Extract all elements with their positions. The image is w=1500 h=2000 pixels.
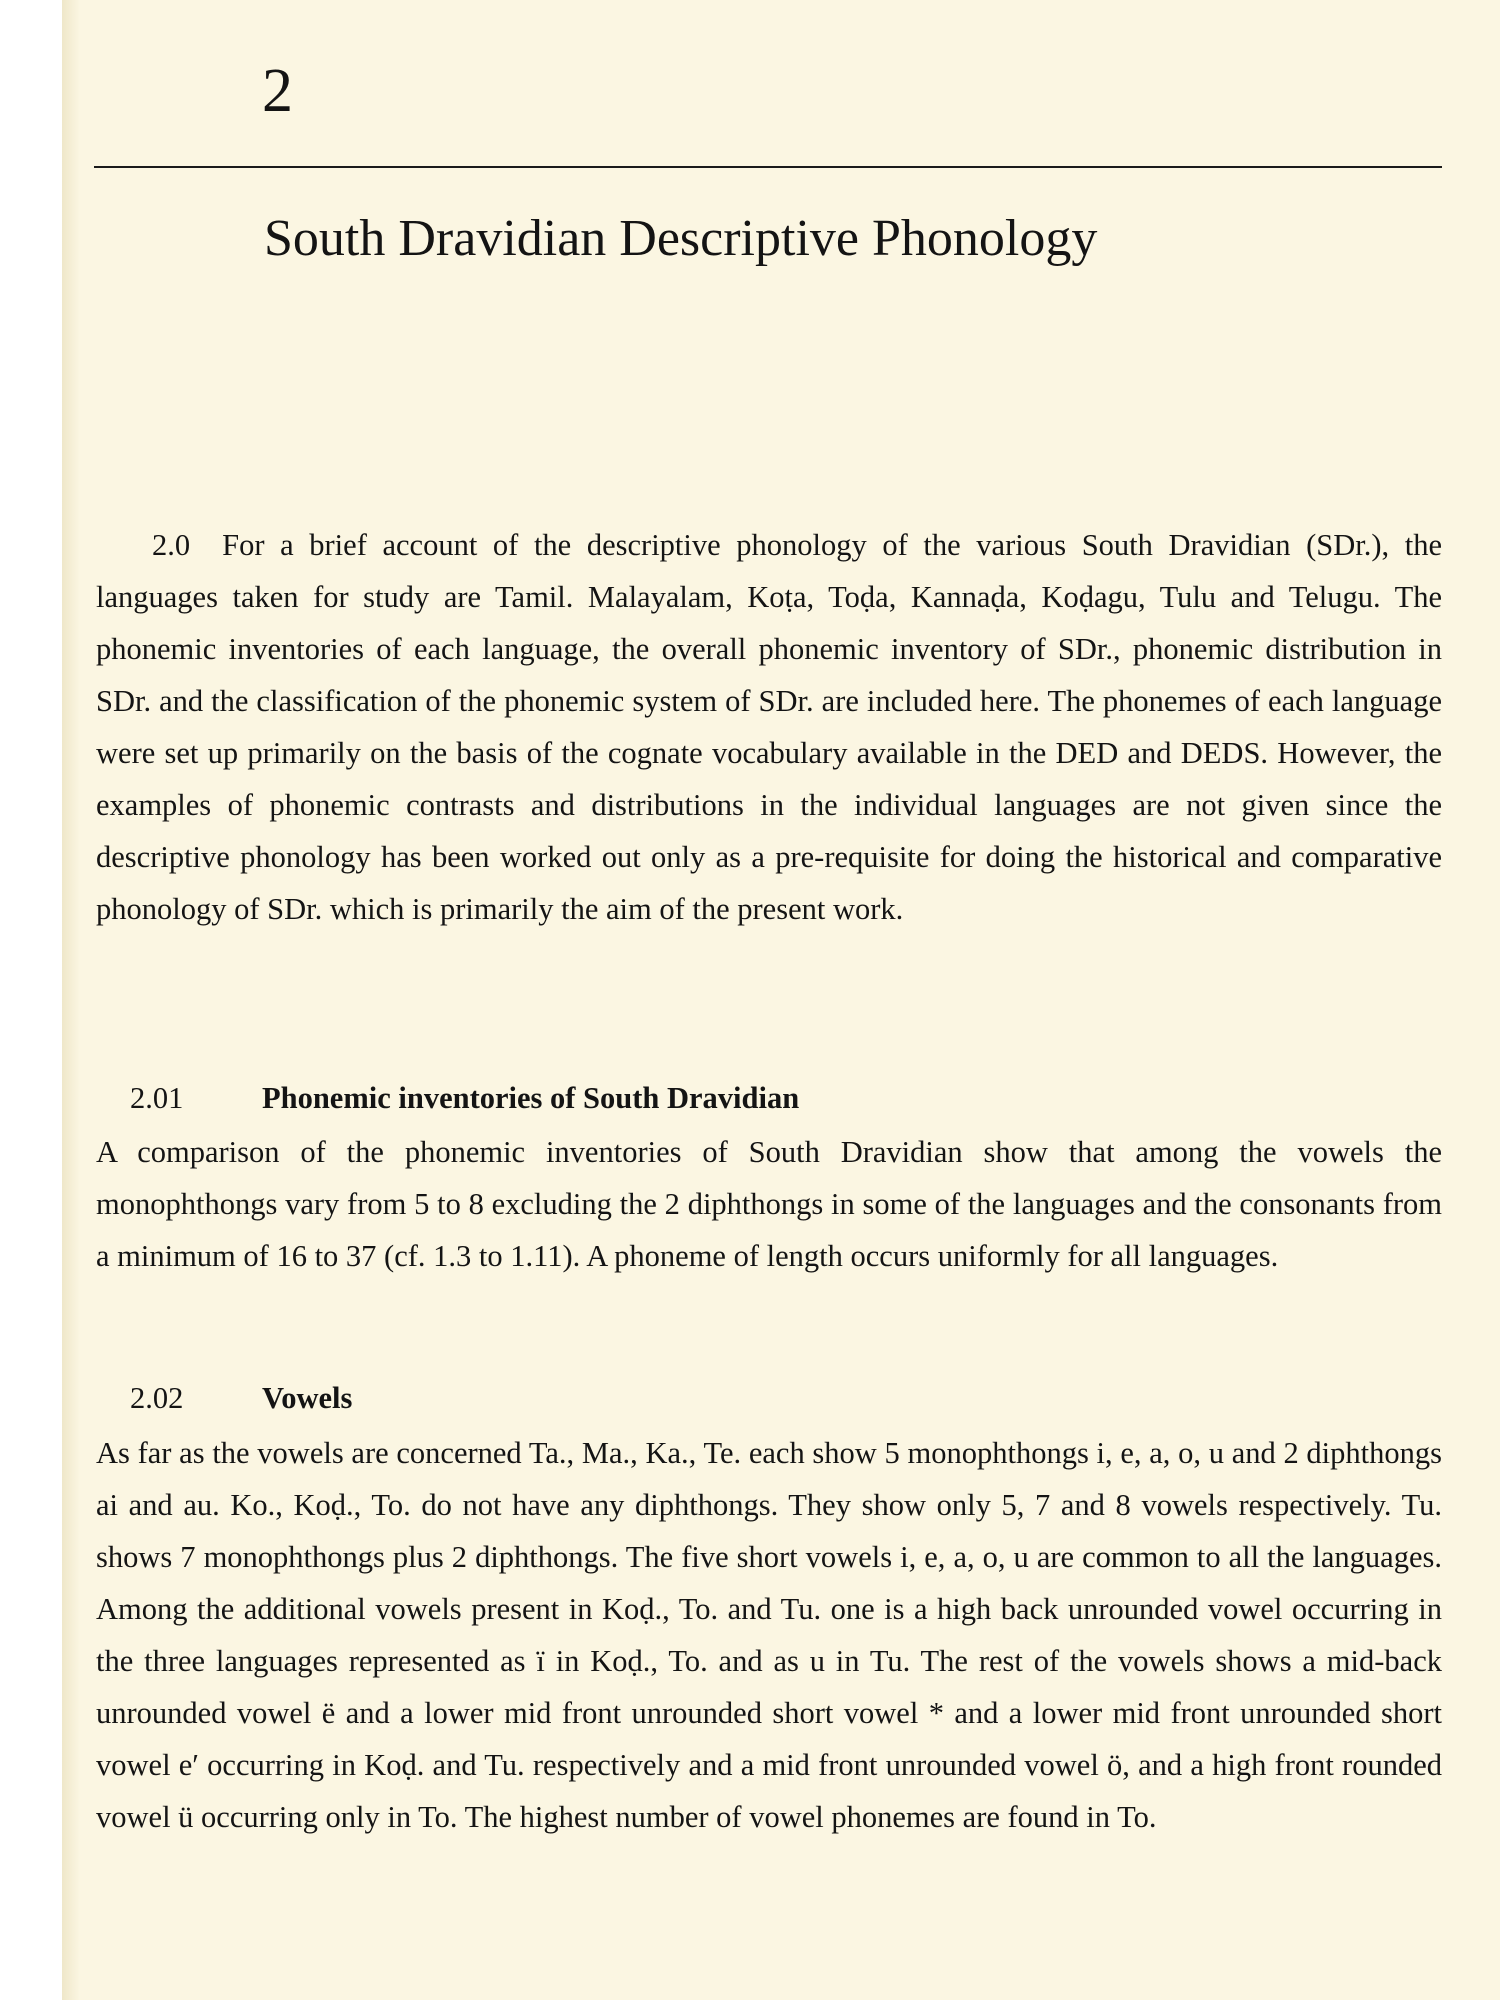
section-2-0-number: 2.0: [152, 528, 191, 562]
chapter-rule: [94, 166, 1442, 168]
section-2-0-paragraph: [96, 519, 1442, 935]
book-page: [62, 0, 1500, 2000]
section-2-02-heading: [130, 1372, 352, 1424]
section-2-01-text: A comparison of the phonemic inventories of South Dravidian show that among the vowels the monophthongs vary from 5 to 8 excluding the 2 diphthongs in some of the languages and the consonants from a minimum of 16 to 37 (cf. 1.3 to 1.11). A phoneme of length occurs uniformly for all languages.: [96, 1135, 1442, 1273]
chapter-number: 2: [262, 57, 293, 125]
section-2-0-text: For a brief account of the descriptive phonology of the various South Dravidian (SDr.), the languages taken for study are Tamil. Malayalam, Koṭa, Toḍa, Kannaḍa, Koḍagu, Tulu and Telugu. The phonemic inventories of each language, the overall phonemic inventory of SDr., phonemic distribution in SDr. and the classification of the phonemic system of SDr. are included here. The phonemes of each language were set up primarily on the basis of the cognate vocabulary available in the DED and DEDS. However, the examples of phonemic contrasts and distributions in the individual languages are not given since the descriptive phonology has been worked out only as a pre-requisite for doing the historical and comparative phonology of SDr. which is primarily the aim of the present work.: [96, 528, 1442, 926]
page-gutter-shadow: [62, 0, 80, 2000]
section-2-02-title: Vowels: [262, 1381, 353, 1415]
section-2-02-number: 2.02: [130, 1381, 184, 1415]
section-2-01-heading: [130, 1072, 799, 1124]
section-2-02-text: As far as the vowels are concerned Ta., Ma., Ka., Te. each show 5 monophthongs i, e, a, o, u and 2 diphthongs ai and au. Ko., Koḍ., To. do not have any diphthongs. They show only 5, 7 and 8 vowels respectively. Tu. shows 7 monophthongs plus 2 diphthongs. The five short vowels i, e, a, o, u are common to all the languages. Among the additional vowels present in Koḍ., To. and Tu. one is a high back unrounded vowel occurring in the three languages represented as ï in Koḍ., To. and as u in Tu. The rest of the vowels shows a mid-back unrounded vowel ë and a lower mid front unrounded short vowel * and a lower mid front unrounded short vowel e′ occurring in Koḍ. and Tu. respectively and a mid front unrounded vowel ö, and a high front rounded vowel ü occurring only in To. The highest number of vowel phonemes are found in To.: [96, 1436, 1442, 1834]
chapter-title: South Dravidian Descriptive Phonology: [264, 210, 1098, 267]
section-2-01-title: Phonemic inventories of South Dravidian: [262, 1081, 800, 1115]
section-2-01-number: 2.01: [130, 1081, 184, 1115]
